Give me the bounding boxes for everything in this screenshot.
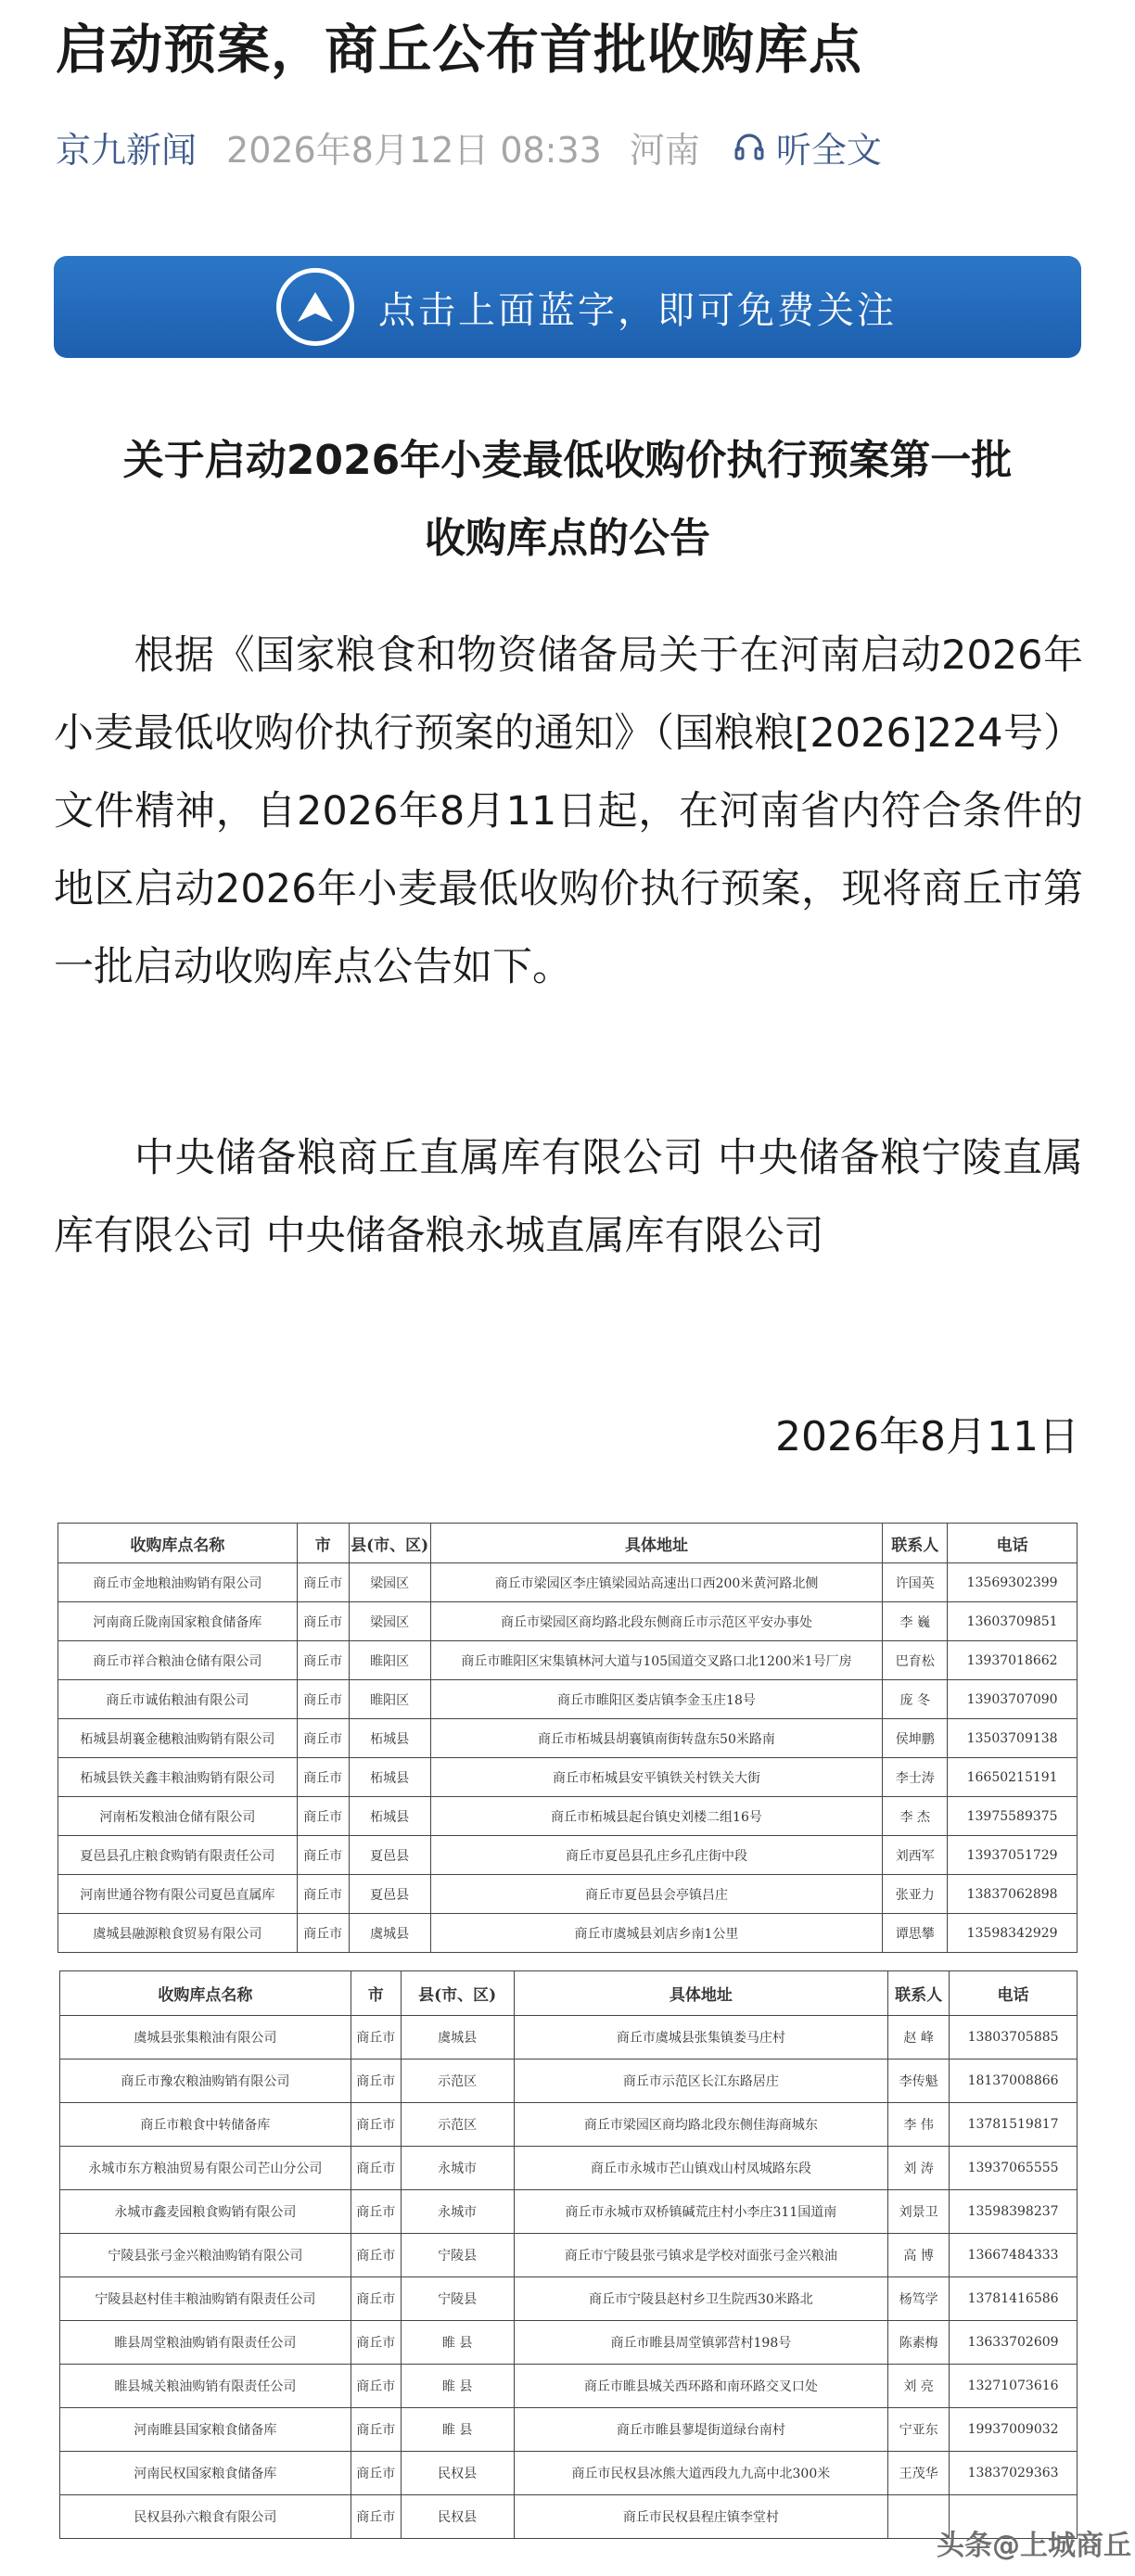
table-cell: 柘城县 xyxy=(349,1758,430,1797)
column-header: 收购库点名称 xyxy=(60,1971,351,2016)
column-header: 电话 xyxy=(948,1524,1078,1563)
table-cell: 商丘市 xyxy=(297,1719,349,1758)
table-cell: 永城市 xyxy=(401,2147,514,2190)
table-cell: 赵 峰 xyxy=(888,2016,950,2060)
table-cell: 王茂华 xyxy=(888,2452,950,2495)
table-cell: 商丘市永城市双桥镇碱荒庄村小李庄311国道南 xyxy=(514,2190,888,2234)
table-cell: 商丘市虞城县刘店乡南1公里 xyxy=(430,1914,883,1953)
table-cell: 虞城县 xyxy=(401,2016,514,2060)
table-cell: 13903707090 xyxy=(948,1680,1078,1719)
table-row xyxy=(58,1641,1078,1680)
table-cell: 商丘市睢阳区宋集镇林河大道与105国道交叉路口北1200米1号厂房 xyxy=(430,1641,883,1680)
table-cell: 河南睢县国家粮食储备库 xyxy=(60,2408,351,2452)
table-cell: 商丘市 xyxy=(297,1758,349,1797)
table-cell: 商丘市示范区长江东路居庄 xyxy=(514,2060,888,2103)
table-cell: 陈素梅 xyxy=(888,2321,950,2365)
table-cell: 河南柘发粮油仓储有限公司 xyxy=(58,1797,298,1836)
table-row xyxy=(58,1914,1078,1953)
table-cell: 商丘市诚佑粮油有限公司 xyxy=(58,1680,298,1719)
table-cell: 商丘市民权县冰熊大道西段九九高中北300米 xyxy=(514,2452,888,2495)
table-row xyxy=(60,2408,1078,2452)
table-cell: 13598342929 xyxy=(948,1914,1078,1953)
table-cell: 13937018662 xyxy=(948,1641,1078,1680)
table-cell: 商丘市 xyxy=(297,1563,349,1602)
table-cell: 夏邑县孔庄粮食购销有限责任公司 xyxy=(58,1836,298,1875)
table-cell: 刘 亮 xyxy=(888,2365,950,2408)
table-cell: 庞 冬 xyxy=(883,1680,948,1719)
table-cell: 睢阳区 xyxy=(349,1680,430,1719)
table-row xyxy=(58,1719,1078,1758)
table-cell: 谭思攀 xyxy=(883,1914,948,1953)
table-cell: 商丘市宁陵县张弓镇求是学校对面张弓金兴粮油 xyxy=(514,2234,888,2277)
column-header: 联系人 xyxy=(883,1524,948,1563)
table-cell: 13598398237 xyxy=(950,2190,1078,2234)
article-meta xyxy=(56,121,882,172)
table-cell: 睢 县 xyxy=(401,2365,514,2408)
table-cell: 商丘市柘城县安平镇铁关村铁关大街 xyxy=(430,1758,883,1797)
table-cell: 许国英 xyxy=(883,1563,948,1602)
purchase-points-table-1 xyxy=(57,1523,1078,1953)
source-link[interactable]: 京九新闻 xyxy=(56,129,198,171)
table-cell: 民权县 xyxy=(401,2495,514,2539)
table-cell: 梁园区 xyxy=(349,1563,430,1602)
table-row xyxy=(60,2452,1078,2495)
table-row xyxy=(60,2277,1078,2321)
table-header-row xyxy=(60,1971,1078,2016)
table-cell: 13837029363 xyxy=(950,2452,1078,2495)
table-cell: 13503709138 xyxy=(948,1719,1078,1758)
table-cell: 商丘市豫农粮油购销有限公司 xyxy=(60,2060,351,2103)
table-cell: 商丘市夏邑县孔庄乡孔庄街中段 xyxy=(430,1836,883,1875)
table-cell: 民权县 xyxy=(401,2452,514,2495)
table-cell: 永城市东方粮油贸易有限公司芒山分公司 xyxy=(60,2147,351,2190)
table-cell: 夏邑县 xyxy=(349,1836,430,1875)
table-cell: 商丘市柘城县胡襄镇南街转盘东50米路南 xyxy=(430,1719,883,1758)
table-cell: 民权县孙六粮食有限公司 xyxy=(60,2495,351,2539)
table-cell: 睢 县 xyxy=(401,2321,514,2365)
table-cell: 13667484333 xyxy=(950,2234,1078,2277)
table-cell: 永城市鑫麦园粮食购销有限公司 xyxy=(60,2190,351,2234)
table-cell: 商丘市 xyxy=(351,2408,401,2452)
table-header-row xyxy=(58,1524,1078,1563)
table-cell: 商丘市粮食中转储备库 xyxy=(60,2103,351,2147)
table-cell: 13569302399 xyxy=(948,1563,1078,1602)
table-row xyxy=(60,2365,1078,2408)
notice-heading-line1: 关于启动2026年小麦最低收购价执行预案第一批 xyxy=(122,437,1013,484)
headphones-icon xyxy=(733,131,765,162)
follow-banner[interactable] xyxy=(54,256,1081,358)
table-cell: 13271073616 xyxy=(950,2365,1078,2408)
table-cell: 示范区 xyxy=(401,2103,514,2147)
notice-heading xyxy=(56,422,1079,578)
table-cell: 商丘市 xyxy=(351,2495,401,2539)
table-cell: 商丘市 xyxy=(351,2321,401,2365)
table-row xyxy=(58,1797,1078,1836)
table-cell: 柘城县 xyxy=(349,1719,430,1758)
table-cell: 18137008866 xyxy=(950,2060,1078,2103)
table-cell: 刘景卫 xyxy=(888,2190,950,2234)
column-header: 具体地址 xyxy=(514,1971,888,2016)
table-row xyxy=(58,1758,1078,1797)
table-cell: 13937051729 xyxy=(948,1836,1078,1875)
table-cell: 商丘市 xyxy=(297,1797,349,1836)
table-cell: 商丘市 xyxy=(351,2277,401,2321)
table-cell: 柘城县胡襄金穗粮油购销有限公司 xyxy=(58,1719,298,1758)
table-1-body xyxy=(58,1563,1078,1953)
paragraph-1-text: 根据《国家粮食和物资储备局关于在河南启动2026年小麦最低收购价执行预案的通知》（国粮粮[2026]224号）文件精神，自2026年8月11日起，在河南省内符合条件的地区启动2026年小麦最低收购价执行预案，现将商丘市第一批启动收购库点公告如下。 xyxy=(54,632,1083,990)
table-cell: 河南世通谷物有限公司夏邑直属库 xyxy=(58,1875,298,1914)
table-cell: 商丘市 xyxy=(297,1680,349,1719)
table-cell: 商丘市 xyxy=(351,2365,401,2408)
table-cell: 商丘市柘城县起台镇史刘楼二组16号 xyxy=(430,1797,883,1836)
table-cell: 巴育松 xyxy=(883,1641,948,1680)
table-cell: 宁陵县赵村佳丰粮油购销有限责任公司 xyxy=(60,2277,351,2321)
table-cell: 睢 县 xyxy=(401,2408,514,2452)
table-row xyxy=(60,2147,1078,2190)
table-cell: 示范区 xyxy=(401,2060,514,2103)
table-cell: 19937009032 xyxy=(950,2408,1078,2452)
column-header: 市 xyxy=(297,1524,349,1563)
table-cell: 13781519817 xyxy=(950,2103,1078,2147)
table-cell: 13837062898 xyxy=(948,1875,1078,1914)
table-row xyxy=(60,2234,1078,2277)
table-cell: 河南民权国家粮食储备库 xyxy=(60,2452,351,2495)
notice-paragraph-1 xyxy=(54,617,1083,1006)
table-cell: 商丘市 xyxy=(351,2234,401,2277)
table-cell: 宁亚东 xyxy=(888,2408,950,2452)
column-header: 收购库点名称 xyxy=(58,1524,298,1563)
listen-label: 听全文 xyxy=(775,129,882,171)
table-cell: 虞城县 xyxy=(349,1914,430,1953)
table-cell: 睢县城关粮油购销有限责任公司 xyxy=(60,2365,351,2408)
table-cell: 河南商丘陇南国家粮食储备库 xyxy=(58,1602,298,1641)
table-cell: 13781416586 xyxy=(950,2277,1078,2321)
table-row xyxy=(58,1680,1078,1719)
table-cell: 商丘市 xyxy=(297,1602,349,1641)
publish-date: 2026年8月12日 08:33 xyxy=(226,129,602,171)
column-header: 县(市、区) xyxy=(349,1524,430,1563)
banner-text: 点击上面蓝字，即可免费关注 xyxy=(378,288,897,332)
table-row xyxy=(60,2103,1078,2147)
table-cell: 商丘市 xyxy=(351,2452,401,2495)
table-cell: 16650215191 xyxy=(948,1758,1078,1797)
up-arrow-icon xyxy=(276,268,354,346)
table-row xyxy=(60,2016,1078,2060)
table-cell: 侯坤鹏 xyxy=(883,1719,948,1758)
table-cell: 商丘市梁园区商均路北段东侧商丘市示范区平安办事处 xyxy=(430,1602,883,1641)
article-title: 启动预案，商丘公布首批收购库点 xyxy=(56,19,862,81)
table-row xyxy=(58,1836,1078,1875)
table-row xyxy=(60,2190,1078,2234)
table-cell: 商丘市睢县周堂镇郭营村198号 xyxy=(514,2321,888,2365)
table-cell: 商丘市金地粮油购销有限公司 xyxy=(58,1563,298,1602)
table-cell: 13633702609 xyxy=(950,2321,1078,2365)
table-cell: 夏邑县 xyxy=(349,1875,430,1914)
table-cell: 宁陵县 xyxy=(401,2277,514,2321)
column-header: 电话 xyxy=(950,1971,1078,2016)
table-cell: 李士涛 xyxy=(883,1758,948,1797)
table-cell: 李 伟 xyxy=(888,2103,950,2147)
column-header: 市 xyxy=(351,1971,401,2016)
notice-heading-line2: 收购库点的公告 xyxy=(425,515,710,562)
table-cell: 商丘市民权县程庄镇李堂村 xyxy=(514,2495,888,2539)
table-row xyxy=(58,1563,1078,1602)
table-cell: 永城市 xyxy=(401,2190,514,2234)
table-cell: 梁园区 xyxy=(349,1602,430,1641)
table-row xyxy=(60,2495,1078,2539)
table-row xyxy=(58,1602,1078,1641)
table-cell: 13937065555 xyxy=(950,2147,1078,2190)
column-header: 具体地址 xyxy=(430,1524,883,1563)
table-cell: 宁陵县张弓金兴粮油购销有限公司 xyxy=(60,2234,351,2277)
table-cell: 商丘市睢县蓼堤街道绿台南村 xyxy=(514,2408,888,2452)
table-row xyxy=(60,2060,1078,2103)
notice-paragraph-2 xyxy=(54,1119,1083,1275)
table-row xyxy=(58,1875,1078,1914)
table-cell: 13603709851 xyxy=(948,1602,1078,1641)
table-cell: 李 杰 xyxy=(883,1797,948,1836)
listen-button[interactable] xyxy=(733,121,882,172)
table-cell: 商丘市 xyxy=(351,2147,401,2190)
table-cell: 商丘市宁陵县赵村乡卫生院西30米路北 xyxy=(514,2277,888,2321)
table-cell: 商丘市祥合粮油仓储有限公司 xyxy=(58,1641,298,1680)
purchase-points-table-2 xyxy=(59,1970,1078,2539)
table-cell: 虞城县融源粮食贸易有限公司 xyxy=(58,1914,298,1953)
paragraph-2-text: 中央储备粮商丘直属库有限公司 中央储备粮宁陵直属库有限公司 中央储备粮永城直属库有限公司 xyxy=(54,1135,1083,1259)
table-cell: 李 巍 xyxy=(883,1602,948,1641)
table-cell: 商丘市 xyxy=(351,2103,401,2147)
table-cell: 虞城县张集粮油有限公司 xyxy=(60,2016,351,2060)
table-cell: 商丘市 xyxy=(297,1914,349,1953)
table-cell: 刘西军 xyxy=(883,1836,948,1875)
table-cell: 睢县周堂粮油购销有限责任公司 xyxy=(60,2321,351,2365)
table-cell: 商丘市睢县城关西环路和南环路交叉口处 xyxy=(514,2365,888,2408)
table-cell: 商丘市 xyxy=(351,2060,401,2103)
column-header: 联系人 xyxy=(888,1971,950,2016)
table-cell: 李传魁 xyxy=(888,2060,950,2103)
table-cell: 柘城县 xyxy=(349,1797,430,1836)
table-2-body xyxy=(60,2016,1078,2539)
table-cell: 13803705885 xyxy=(950,2016,1078,2060)
notice-date: 2026年8月11日 xyxy=(775,1413,1079,1460)
table-cell: 商丘市 xyxy=(297,1641,349,1680)
watermark: 头条@上城商丘 xyxy=(937,2530,1131,2562)
table-cell: 商丘市夏邑县会亭镇吕庄 xyxy=(430,1875,883,1914)
table-cell: 商丘市永城市芒山镇戏山村凤城路东段 xyxy=(514,2147,888,2190)
table-cell: 杨笃学 xyxy=(888,2277,950,2321)
table-cell: 刘 涛 xyxy=(888,2147,950,2190)
table-row xyxy=(60,2321,1078,2365)
table-cell: 商丘市梁园区李庄镇梁园站高速出口西200米黄河路北侧 xyxy=(430,1563,883,1602)
table-cell: 睢阳区 xyxy=(349,1641,430,1680)
table-cell: 商丘市梁园区商均路北段东侧佳海商城东 xyxy=(514,2103,888,2147)
table-cell: 高 博 xyxy=(888,2234,950,2277)
table-cell: 宁陵县 xyxy=(401,2234,514,2277)
table-cell: 张亚力 xyxy=(883,1875,948,1914)
table-cell: 商丘市睢阳区娄店镇李金玉庄18号 xyxy=(430,1680,883,1719)
region-label: 河南 xyxy=(629,129,700,171)
table-cell: 商丘市 xyxy=(351,2016,401,2060)
table-cell: 13975589375 xyxy=(948,1797,1078,1836)
table-cell: 商丘市 xyxy=(297,1875,349,1914)
table-cell: 商丘市 xyxy=(351,2190,401,2234)
table-cell: 商丘市 xyxy=(297,1836,349,1875)
column-header: 县(市、区) xyxy=(401,1971,514,2016)
table-cell: 商丘市虞城县张集镇娄马庄村 xyxy=(514,2016,888,2060)
table-cell: 柘城县铁关鑫丰粮油购销有限公司 xyxy=(58,1758,298,1797)
